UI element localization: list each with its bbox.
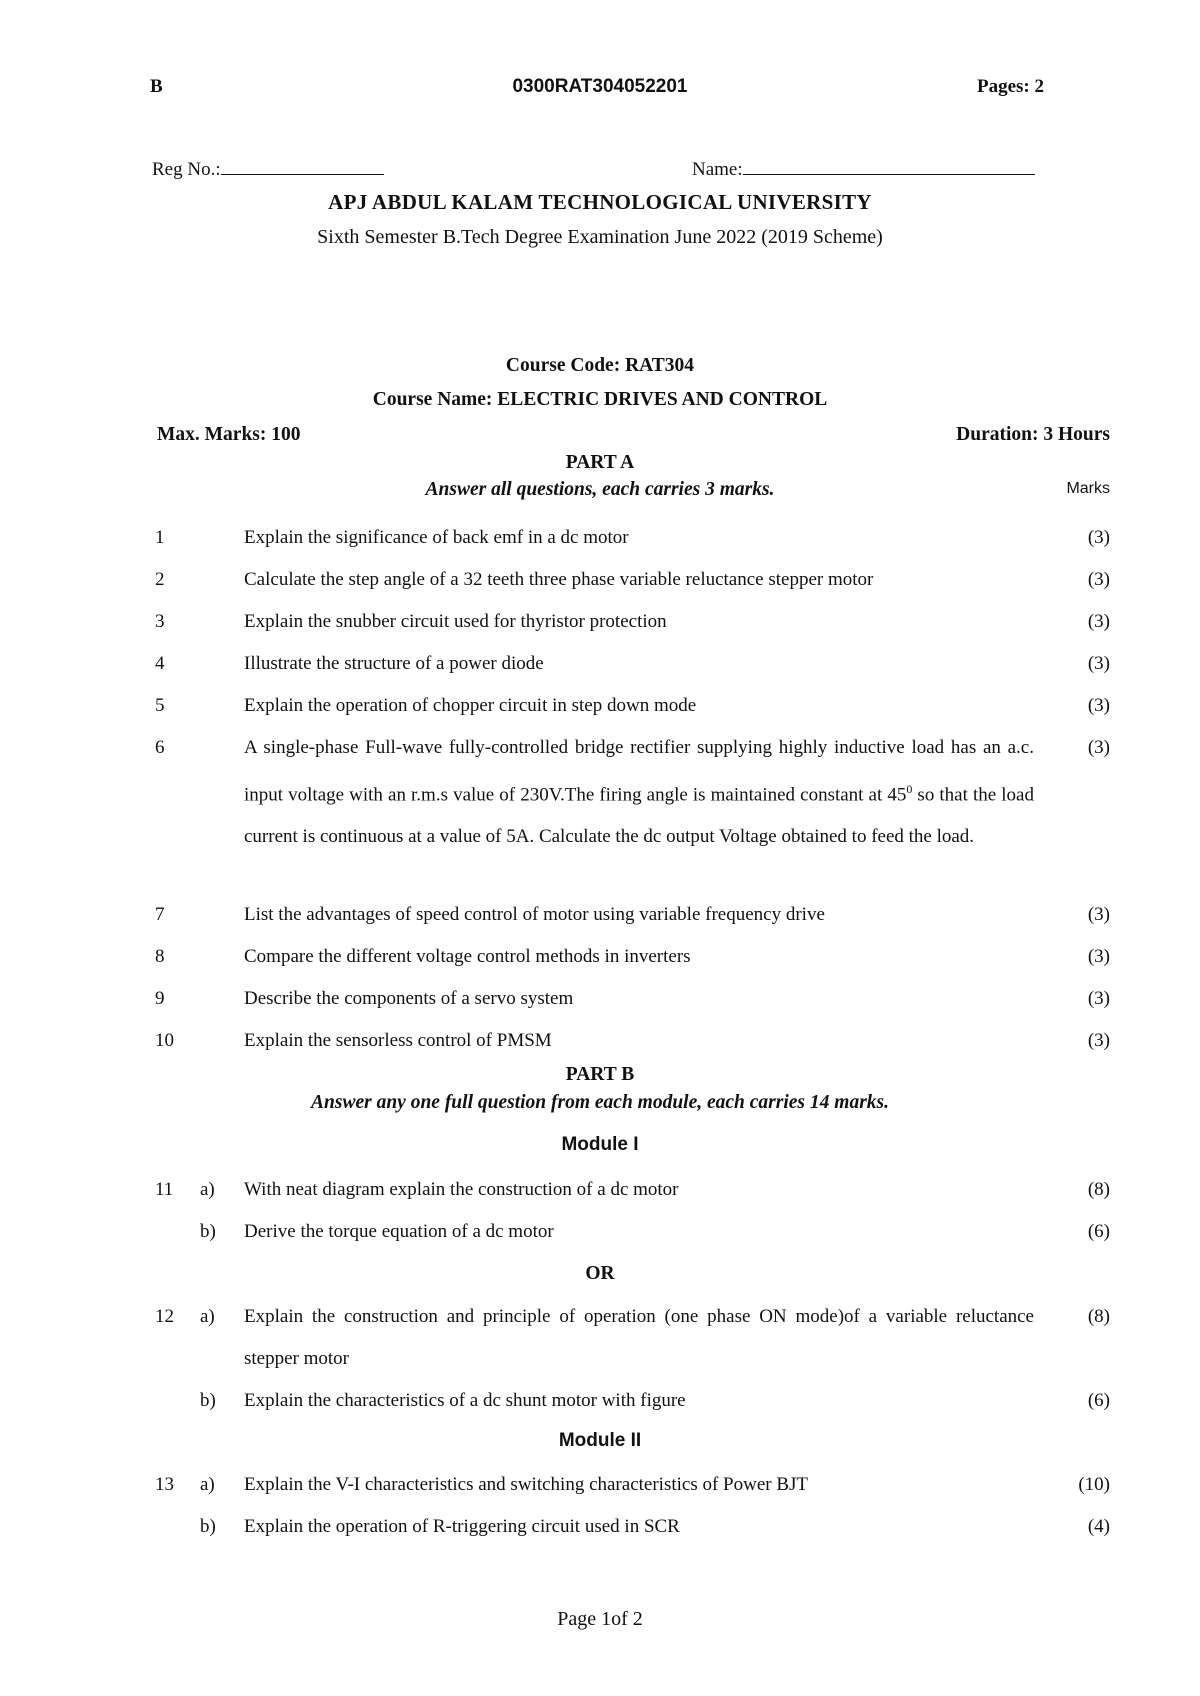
question-marks: (3) — [1087, 611, 1110, 632]
question-marks: (3) — [1087, 946, 1110, 967]
question-text: Explain the snubber circuit used for thyristor protection — [244, 611, 667, 632]
question-marks: (3) — [1087, 527, 1110, 548]
question-marks: (8) — [1087, 1179, 1110, 1200]
question-marks: (3) — [1087, 904, 1110, 925]
question-number: 5 — [155, 695, 165, 716]
question-marks: (8) — [1087, 1306, 1110, 1327]
question-number: 10 — [155, 1030, 174, 1051]
module-heading: Module II — [558, 1430, 642, 1451]
question-text: Explain the operation of chopper circuit in step down mode — [244, 695, 697, 716]
university-title: APJ ABDUL KALAM TECHNOLOGICAL UNIVERSITY — [328, 190, 872, 214]
question-text: List the advantages of speed control of motor using variable frequency drive — [244, 904, 825, 925]
question-marks: (6) — [1087, 1390, 1110, 1411]
subquestion-label: b) — [200, 1516, 216, 1537]
name-line — [743, 156, 1035, 175]
or-divider: OR — [585, 1263, 615, 1284]
subquestion-label: b) — [200, 1390, 216, 1411]
question-number: 8 — [155, 946, 165, 967]
question-number: 6 — [155, 737, 165, 758]
page-footer: Page 1of 2 — [557, 1608, 643, 1630]
question-marks: (6) — [1087, 1221, 1110, 1242]
subquestion-label: a) — [200, 1179, 215, 1200]
name-field — [692, 156, 1035, 181]
question-text-part: so that the load current is continuous at a value of 5A. Calculate the dc output Voltage obtained to feed the load. — [244, 783, 1034, 847]
superscript: 0 — [906, 781, 913, 796]
question-marks: (3) — [1087, 695, 1110, 716]
part-b-title: PART B — [565, 1064, 635, 1085]
paper-code: 0300RAT304052201 — [512, 76, 688, 97]
question-text: Explain the operation of R-triggering circuit used in SCR — [244, 1516, 680, 1537]
marks-header: Marks — [1066, 480, 1110, 497]
question-number: 11 — [155, 1179, 174, 1200]
max-marks: Max. Marks: 100 — [157, 424, 301, 445]
question-text: With neat diagram explain the construction of a dc motor — [244, 1179, 679, 1200]
question-number: 12 — [155, 1306, 174, 1327]
subquestion-label: a) — [200, 1474, 215, 1495]
subquestion-label: a) — [200, 1306, 215, 1327]
exam-title: Sixth Semester B.Tech Degree Examination June 2022 (2019 Scheme) — [317, 226, 883, 248]
course-name: Course Name: ELECTRIC DRIVES AND CONTROL — [372, 389, 828, 410]
question-number: 1 — [155, 527, 165, 548]
question-text: Explain the construction and principle of operation (one phase ON mode)of a variable reluctance stepper motor — [244, 1306, 1034, 1369]
part-a-title: PART A — [565, 452, 635, 473]
question-text: Compare the different voltage control methods in inverters — [244, 946, 691, 967]
question-text: Explain the significance of back emf in a dc motor — [244, 527, 629, 548]
question-text: Describe the components of a servo system — [244, 988, 574, 1009]
question-text: Calculate the step angle of a 32 teeth three phase variable reluctance stepper motor — [244, 569, 874, 590]
module-heading: Module I — [561, 1134, 639, 1155]
reg-no-line — [221, 156, 384, 175]
question-text: Explain the sensorless control of PMSM — [244, 1030, 552, 1051]
question-number: 3 — [155, 611, 165, 632]
question-number: 7 — [155, 904, 165, 925]
subquestion-label: b) — [200, 1221, 216, 1242]
question-number: 4 — [155, 653, 165, 674]
set-code: B — [150, 76, 163, 97]
question-number: 2 — [155, 569, 165, 590]
question-text-part: A single-phase Full-wave fully-controlled bridge rectifier supplying highly inductive load has an a.c. input voltage with an r.m.s value of 230V.The firing angle is maintained constant at 45 — [244, 737, 1034, 805]
part-b-instruction: Answer any one full question from each module, each carries 14 marks. — [311, 1092, 889, 1113]
question-number: 13 — [155, 1474, 174, 1495]
reg-no-field — [152, 156, 384, 181]
question-marks: (4) — [1087, 1516, 1110, 1537]
question-text: Explain the V-I characteristics and switching characteristics of Power BJT — [244, 1474, 809, 1495]
question-marks: (10) — [1078, 1474, 1110, 1495]
page-count: Pages: 2 — [976, 76, 1044, 97]
reg-no-label: Reg No.: — [152, 159, 221, 180]
question-marks: (3) — [1087, 653, 1110, 674]
question-marks: (3) — [1087, 1030, 1110, 1051]
question-text: Derive the torque equation of a dc motor — [244, 1221, 554, 1242]
course-code: Course Code: RAT304 — [505, 355, 695, 376]
name-label: Name: — [692, 159, 743, 180]
question-text — [244, 727, 1034, 857]
question-text: Illustrate the structure of a power diode — [244, 653, 544, 674]
duration: Duration: 3 Hours — [956, 424, 1110, 445]
question-text: Explain the characteristics of a dc shunt motor with figure — [244, 1390, 686, 1411]
question-marks: (3) — [1087, 737, 1110, 758]
question-marks: (3) — [1087, 569, 1110, 590]
question-marks: (3) — [1087, 988, 1110, 1009]
question-number: 9 — [155, 988, 165, 1009]
part-a-instruction: Answer all questions, each carries 3 marks. — [425, 479, 775, 500]
